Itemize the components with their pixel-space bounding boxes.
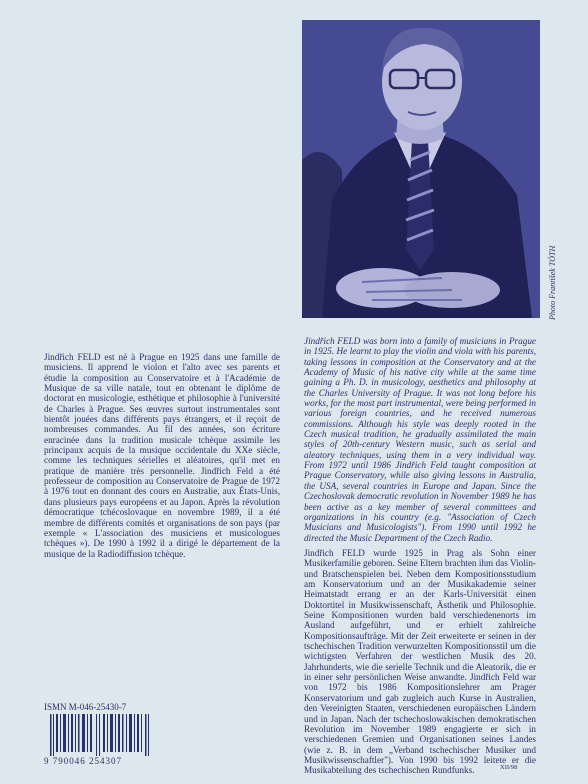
barcode-number: 9 790046 254307: [44, 756, 122, 766]
ismn-code: ISMN M-046-25430-7: [44, 702, 127, 712]
photo-credit: Photo František TÓTH: [548, 245, 557, 320]
print-code: XII/98: [500, 764, 518, 771]
biography-french: Jindřich FELD est né à Prague en 1925 dans une famille de musiciens. Il apprend le violon et l'alto avec ses parents et étudie la composition au Conservatoire et à l'Académie de Musique de sa ville natale, tout en obtenant le diplôme de doctorat en musicologie, esthétique et philosophie à l'université de Charles à Prague. Ses œuvres surtout instrumentales sont bientôt jouées dans différents pays étrangers, et il reçoit de nombreuses commandes. Au fil des années, son écriture enracinée dans la tradition musicale tchèque assimile les principaux acquis de la musique occidentale du XXe siècle, comme les techniques sérielles et aléatoires, qu'il met en pratique de manière très personnelle. Jindřich Feld a été professeur de composition au Conservatoire de Prague de 1972 à 1976 tout en donnant des cours en Australie, aux États-Unis, dans plusieurs pays européens et au Japon. Après la révolution démocratique tchécoslovaque en novembre 1989, il a été membre de différents comités et organisations de son pays (par exemple « L'association des musiciens et musicologues tchèques »). De 1990 à 1992 il a dirigé le département de la musique de la Radiodiffusion tchèque.: [44, 352, 280, 559]
biography-german: Jindřich FELD wurde 1925 in Prag als Sohn einer Musikerfamilie geboren. Seine Eltern brachten ihm das Violin- und Bratschenspielen bei. Neben dem Kompositionsstudium am Konservatorium und an der Musikakademie seiner Heimatstadt errang er an der Karls-Universität einen Doktortitel in Musikwissenschaft, Ästhetik und Philosophie. Seine Kompositionen wurden bald verschiedenenorts im Ausland aufgeführt, und er erhielt zahlreiche Kompositionsaufträge. Mit der Zeit erweiterte er seinen in der tschechischen Tradition verwurzelten Kompositionsstil um die wichtigsten Verfahren der westlichen Musik des 20. Jahrhunderts, wie die serielle Technik und die Aleatorik, die er in einer sehr persönlichen Weise anwandte. Jindřich Feld war von 1972 bis 1986 Kompositionslehrer am Prager Konservatorium und gab zugleich auch Kurse in Australien, den Vereinigten Staaten, verschiedenen europäischen Ländern und in Japan. Nach der tschechoslowakischen demokratischen Revolution im November 1989 engagierte er sich in verschiedenen Gremien und Organisationen seines Landes (wie z. B. in dem „Verband tschechischer Musiker und Musikwissenschaftler"). Von 1990 bis 1992 leitete er die Musikabteilung des tschechischen Rundfunks.: [304, 548, 536, 776]
barcode: [50, 714, 150, 756]
biography-english: Jindřich FELD was born into a family of musicians in Prague in 1925. He learnt to play the violin and viola with his parents, taking lessons in composition at the Conservatory and at the Academy of Music of his native city while at the same time gaining a Ph. D. in musicology, aesthetics and philosophy at the Charles University of Prague. It was not long before his works, for the most part instrumental, were being performed in various foreign countries, and he received numerous commissions. Although his style was deeply rooted in the Czech musical tradition, he gradually assimilated the main styles of 20th-century Western music, such as serial and aleatory techniques, using them in a very individual way. From 1972 until 1986 Jindřich Feld taught composition at Prague Conservatory, while also giving lessons in Australia, the USA, several countries in Europe and Japan. Since the Czechoslovak democratic revolution in November 1989 he has been active as a key member of several committees and organizations in his country (e.g. "Association of Czech Musicians and Musicologists"). From 1990 until 1992 he directed the Music Department of the Czech Radio.: [304, 336, 536, 543]
composer-portrait-photo: [302, 20, 540, 318]
